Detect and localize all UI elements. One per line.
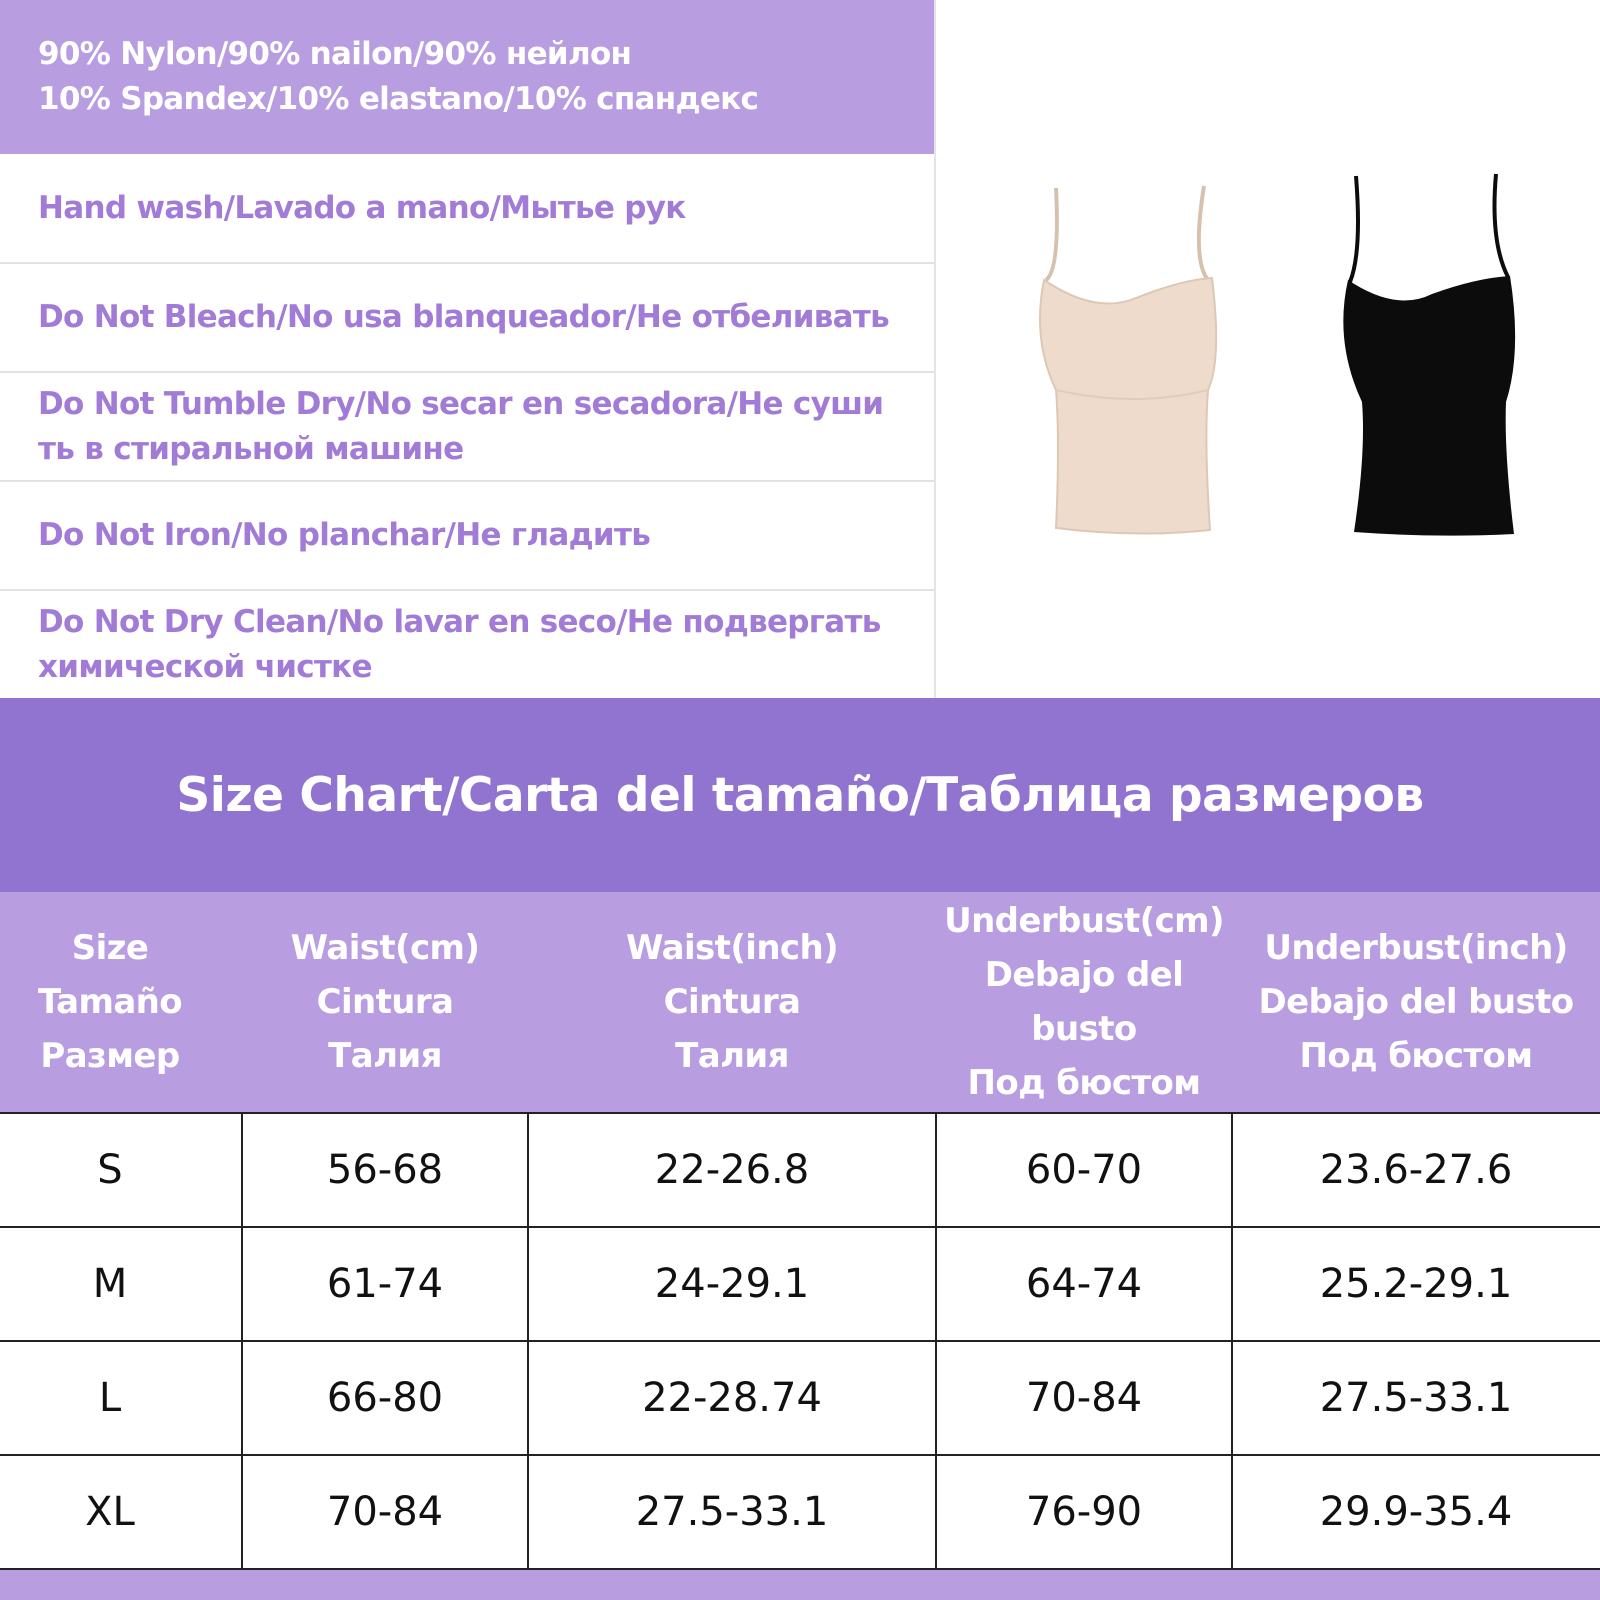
- cell-underbust-cm: 64-74: [1025, 1261, 1143, 1307]
- cell-waist-cm: 70-84: [326, 1489, 444, 1535]
- care-row-no-bleach: [0, 262, 934, 371]
- cell-underbust-inch: 29.9-35.4: [1319, 1489, 1513, 1535]
- cell-underbust-inch: 25.2-29.1: [1319, 1261, 1513, 1307]
- header-line: Size: [71, 928, 149, 968]
- header-line: busto: [1031, 1009, 1137, 1049]
- footer-strip: [0, 1570, 1600, 1600]
- care-text: Do Not Bleach/No usa blanqueador/Не отбеливать: [38, 299, 890, 335]
- care-text: химической чистке: [38, 648, 372, 685]
- care-row-hand-wash: [0, 154, 934, 262]
- header-size: [0, 892, 220, 1112]
- header-waist-inch: [528, 892, 936, 1112]
- care-row-no-iron: [0, 480, 934, 589]
- cell-waist-inch: 22-26.8: [654, 1147, 810, 1193]
- header-line: Debajo del busto: [1258, 982, 1574, 1022]
- cell-size: L: [98, 1375, 122, 1421]
- table-row: [0, 1228, 1600, 1342]
- column-divider: [241, 1112, 243, 1568]
- cell-waist-inch: 22-28.74: [642, 1375, 822, 1421]
- header-line: Талия: [675, 1036, 789, 1076]
- black-camisole-image: [1336, 172, 1536, 542]
- care-text: Do Not Tumble Dry/No secar en secadora/Не суши: [38, 385, 884, 422]
- cell-size: S: [97, 1147, 123, 1193]
- cell-underbust-cm: 76-90: [1025, 1489, 1143, 1535]
- header-underbust-cm: [936, 892, 1232, 1112]
- cell-underbust-inch: 23.6-27.6: [1319, 1147, 1513, 1193]
- care-text: Do Not Iron/No planchar/Не гладить: [38, 517, 651, 553]
- header-line: Cintura: [663, 982, 801, 1022]
- header-line: Талия: [328, 1036, 442, 1076]
- header-line: Underbust(inch): [1264, 928, 1568, 968]
- size-table-header: [0, 892, 1600, 1112]
- care-row-no-tumble-dry: [0, 371, 934, 480]
- column-divider: [935, 1112, 937, 1568]
- size-table-body: [0, 1112, 1600, 1568]
- header-underbust-inch: [1232, 892, 1600, 1112]
- header-waist-cm: [242, 892, 528, 1112]
- header-line: Underbust(cm): [944, 901, 1224, 941]
- care-instructions-panel: [0, 0, 936, 698]
- cell-waist-cm: 56-68: [326, 1147, 444, 1193]
- cell-waist-cm: 66-80: [326, 1375, 444, 1421]
- care-text: Do Not Dry Clean/No lavar en seco/Не подвергать: [38, 603, 881, 640]
- cell-size: M: [92, 1261, 128, 1307]
- size-chart-banner: [0, 698, 1600, 892]
- care-row-no-dry-clean: [0, 589, 934, 698]
- column-divider: [527, 1112, 529, 1568]
- table-row: [0, 1342, 1600, 1456]
- nude-camisole-image: [1036, 180, 1236, 540]
- care-text: ть в стиральной машине: [38, 430, 464, 467]
- header-line: Размер: [40, 1036, 180, 1076]
- header-line: Debajo del: [984, 955, 1184, 995]
- cell-size: XL: [85, 1489, 135, 1535]
- table-row: [0, 1456, 1600, 1570]
- care-text: Hand wash/Lavado a mano/Мытье рук: [38, 189, 686, 226]
- header-line: Под бюстом: [967, 1063, 1201, 1103]
- header-line: Waist(inch): [625, 928, 839, 968]
- cell-waist-inch: 24-29.1: [654, 1261, 810, 1307]
- header-line: Под бюстом: [1299, 1036, 1533, 1076]
- cell-waist-cm: 61-74: [326, 1261, 444, 1307]
- composition-line: 90% Nylon/90% nailon/90% нейлон: [38, 36, 632, 72]
- product-images: [936, 0, 1600, 698]
- cell-underbust-cm: 60-70: [1025, 1147, 1143, 1193]
- cell-underbust-inch: 27.5-33.1: [1319, 1375, 1513, 1421]
- table-row: [0, 1114, 1600, 1228]
- header-line: Waist(cm): [290, 928, 480, 968]
- composition-row: [0, 0, 934, 154]
- header-line: Cintura: [316, 982, 454, 1022]
- composition-line: 10% Spandex/10% elastano/10% спандекс: [38, 81, 759, 117]
- header-line: Tamaño: [37, 982, 183, 1022]
- size-chart-title: Size Chart/Carta del tamaño/Таблица размеров: [176, 767, 1424, 823]
- cell-waist-inch: 27.5-33.1: [635, 1489, 829, 1535]
- column-divider: [1231, 1112, 1233, 1568]
- cell-underbust-cm: 70-84: [1025, 1375, 1143, 1421]
